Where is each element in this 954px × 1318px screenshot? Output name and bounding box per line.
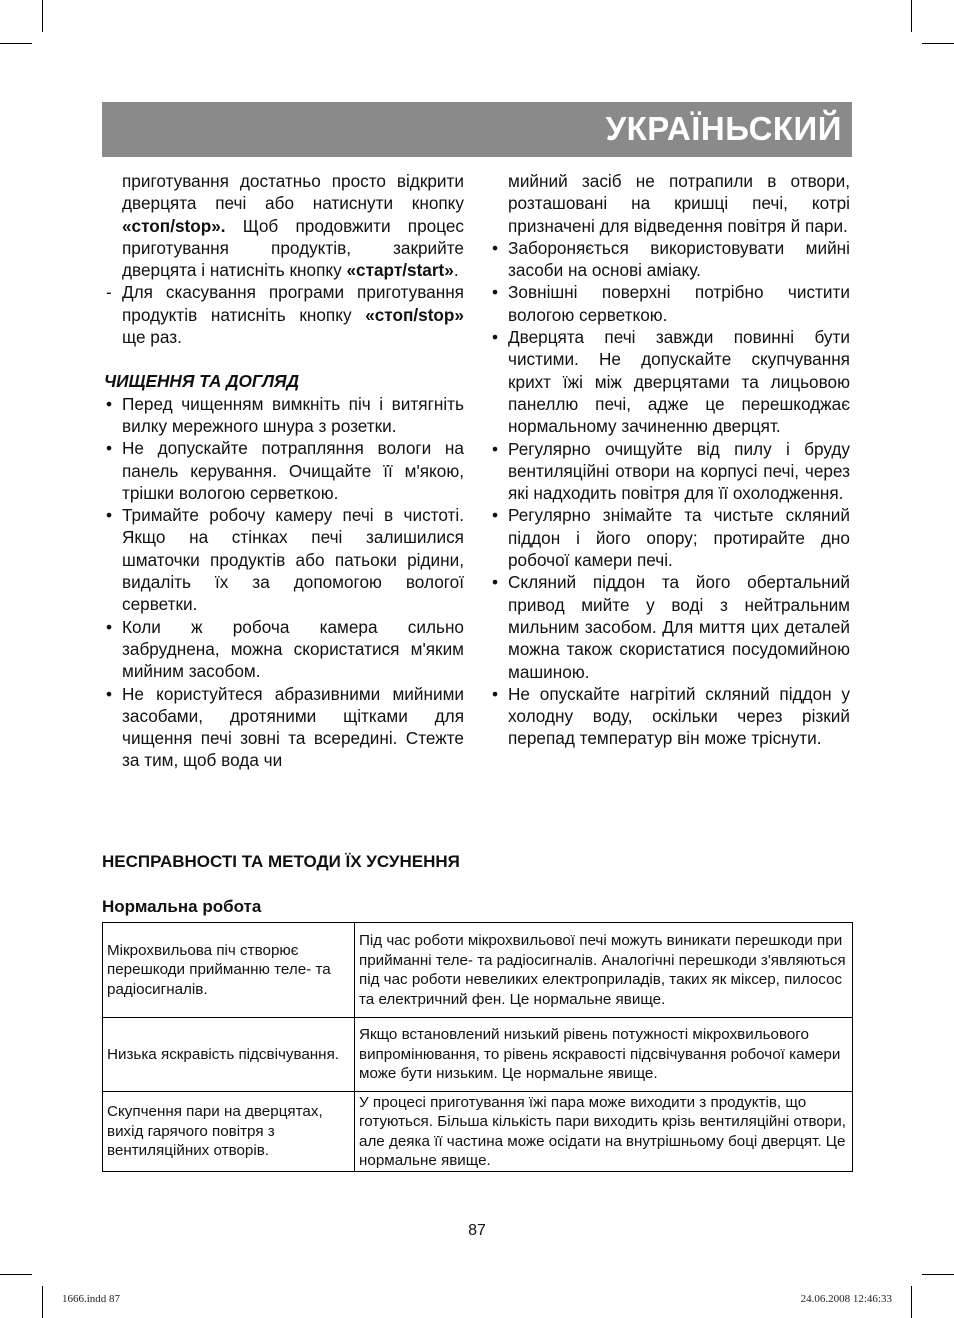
stop-button-label: «стоп/stop» xyxy=(365,304,464,325)
continuation-paragraph: мийний засіб не потрапили в отвори, розташовані на кришці печі, котрі призначені для відведення повітря й пари. xyxy=(508,171,850,236)
list-item-text: Дверцята печі завжди повинні бути чистими. Не допускайте скупчування крихт їжі між дверцятами та лицьовою панеллю печі, адже це перешкоджає нормальному зачиненню дверцят. xyxy=(508,327,850,437)
explanation-cell: У процесі приготування їжі пара може виходити з продуктів, що готуються. Більша кількість пари виходить крізь вентиляційні отвори, але деяка її частина може осідати на внутрішньому боці дверцят. Це нормальне явище. xyxy=(355,1092,853,1172)
left-column xyxy=(104,170,464,772)
cancel-text-2: ще раз. xyxy=(122,327,182,348)
list-item xyxy=(490,237,850,282)
explanation-cell: Якщо встановлений низький рівень потужності мікрохвильового випромінювання, то рівень яскравості підсвічування робочої камери може бути низьким. Це нормальне явище. xyxy=(355,1018,853,1092)
start-button-label: «старт/start» xyxy=(346,260,454,281)
intro-text-1: приготування достатньо просто відкрити дверцята печі або натиснути кнопку xyxy=(122,171,464,214)
list-item xyxy=(490,571,850,682)
crop-mark xyxy=(0,1274,32,1275)
right-column xyxy=(490,170,850,750)
list-item-text: Зовнішні поверхні потрібно чистити вологою серветкою. xyxy=(508,282,850,325)
bullet-marker: • xyxy=(492,237,499,258)
bullet-marker: • xyxy=(492,505,499,526)
issue-cell: Мікрохвильова піч створює перешкоди прийманню теле- та радіосигналів. xyxy=(103,923,355,1018)
explanation-cell: Під час роботи мікрохвильової печі можуть виникати перешкоди при прийманні теле- та радіосигналів. Аналогічні перешкоди з'являються під час роботи невеликих електроприладів, таких як міксер, пилосос та електричний фен. Це нормальне явище. xyxy=(355,923,853,1018)
bullet-marker: • xyxy=(106,505,113,526)
bullet-marker: • xyxy=(492,327,499,348)
footer-file-info: 1666.indd 87 xyxy=(62,1293,121,1305)
dash-marker: - xyxy=(106,282,112,303)
bullet-marker: • xyxy=(106,683,113,704)
list-item xyxy=(490,438,850,505)
list-item-text: Тримайте робочу камеру печі в чистоті. Якщо на стінках печі залишилися шматочки продуктів або патьоки рідини, видаліть їх за допомогою вологої серветки. xyxy=(122,505,464,615)
list-item-text: Не користуйтеся абразивними мийними засобами, дротяними щітками для чищення печі зовні та всередині. Стежте за тим, щоб вода чи xyxy=(122,683,464,771)
list-item xyxy=(104,683,464,772)
list-item xyxy=(104,437,464,504)
language-header-bar xyxy=(102,102,852,157)
bullet-marker: • xyxy=(106,393,113,414)
table-row xyxy=(103,1018,853,1092)
intro-paragraph xyxy=(104,170,464,281)
list-item-text: Регулярно знімайте та чистьте скляний піддон і його опору; протирайте дно робочої камери печі. xyxy=(508,505,850,571)
list-item xyxy=(490,281,850,326)
bullet-marker: • xyxy=(492,683,499,704)
list-item xyxy=(490,326,850,437)
normal-operation-subtitle: Нормальна робота xyxy=(102,897,262,916)
crop-mark xyxy=(911,1286,912,1318)
list-item-text: Коли ж робоча камера сильно забруднена, можна скористатися м'яким мийним засобом. xyxy=(122,616,464,682)
language-title: УКРАЇНЬСКИЙ xyxy=(605,110,842,147)
faults-table xyxy=(102,922,853,1172)
bullet-marker: • xyxy=(492,572,499,593)
list-item xyxy=(104,616,464,683)
list-item-text: Не допускайте потрапляння вологи на панель керування. Очищайте її м'якою, трішки вологою серветкою. xyxy=(122,438,464,503)
cleaning-section-title: ЧИЩЕННЯ ТА ДОГЛЯД xyxy=(104,371,300,392)
crop-mark xyxy=(42,1286,43,1318)
issue-cell: Скупчення пари на дверцятах, вихід гарячого повітря з вентиляційних отворів. xyxy=(103,1092,355,1172)
list-item-text: Забороняється використовувати мийні засоби на основі аміаку. xyxy=(508,237,850,281)
list-item xyxy=(490,504,850,571)
stop-button-label: «стоп/stop». xyxy=(122,215,226,236)
intro-text-end: . xyxy=(453,260,459,281)
crop-mark xyxy=(922,1274,954,1275)
cancel-instruction xyxy=(104,281,464,348)
list-item xyxy=(104,393,464,438)
list-item-text: Перед чищенням вимкніть піч і витягніть вилку мережного шнура з розетки. xyxy=(122,393,464,436)
faults-section-title: НЕСПРАВНОСТІ ТА МЕТОДИ ЇХ УСУНЕННЯ xyxy=(102,852,460,871)
intro-text-2: Щоб продовжити процес приготування продуктів, закрийте дверцята і натисніть кнопку xyxy=(122,215,464,281)
crop-mark xyxy=(922,43,954,44)
table-row xyxy=(103,923,853,1018)
cancel-text-1: Для скасування програми приготування продуктів натисніть кнопку xyxy=(122,282,464,325)
bullet-marker: • xyxy=(492,438,499,459)
table-row xyxy=(103,1092,853,1172)
list-item-text: Регулярно очищуйте від пилу і бруду вентиляційні отвори на корпусі печі, через які надходить повітря для її охолодження. xyxy=(508,438,850,504)
bullet-marker: • xyxy=(492,282,499,303)
crop-mark xyxy=(42,0,43,32)
crop-mark xyxy=(0,43,32,44)
list-item-text: Не опускайте нагрітий скляний піддон у холодну воду, оскільки через різкий перепад температур він може тріснути. xyxy=(508,683,850,749)
list-item-text: Скляний піддон та його обертальний привод мийте у воді з нейтральним мильним засобом. Для миття цих деталей можна також скористатися посудомийною машиною. xyxy=(508,572,850,682)
crop-mark xyxy=(911,0,912,32)
list-item xyxy=(104,504,464,615)
list-item xyxy=(490,683,850,750)
issue-cell: Низька яскравість підсвічування. xyxy=(103,1018,355,1092)
bullet-marker: • xyxy=(106,616,113,637)
bullet-marker: • xyxy=(106,438,113,459)
footer-datetime: 24.06.2008 12:46:33 xyxy=(800,1293,892,1305)
page-number: 87 xyxy=(468,1222,486,1239)
